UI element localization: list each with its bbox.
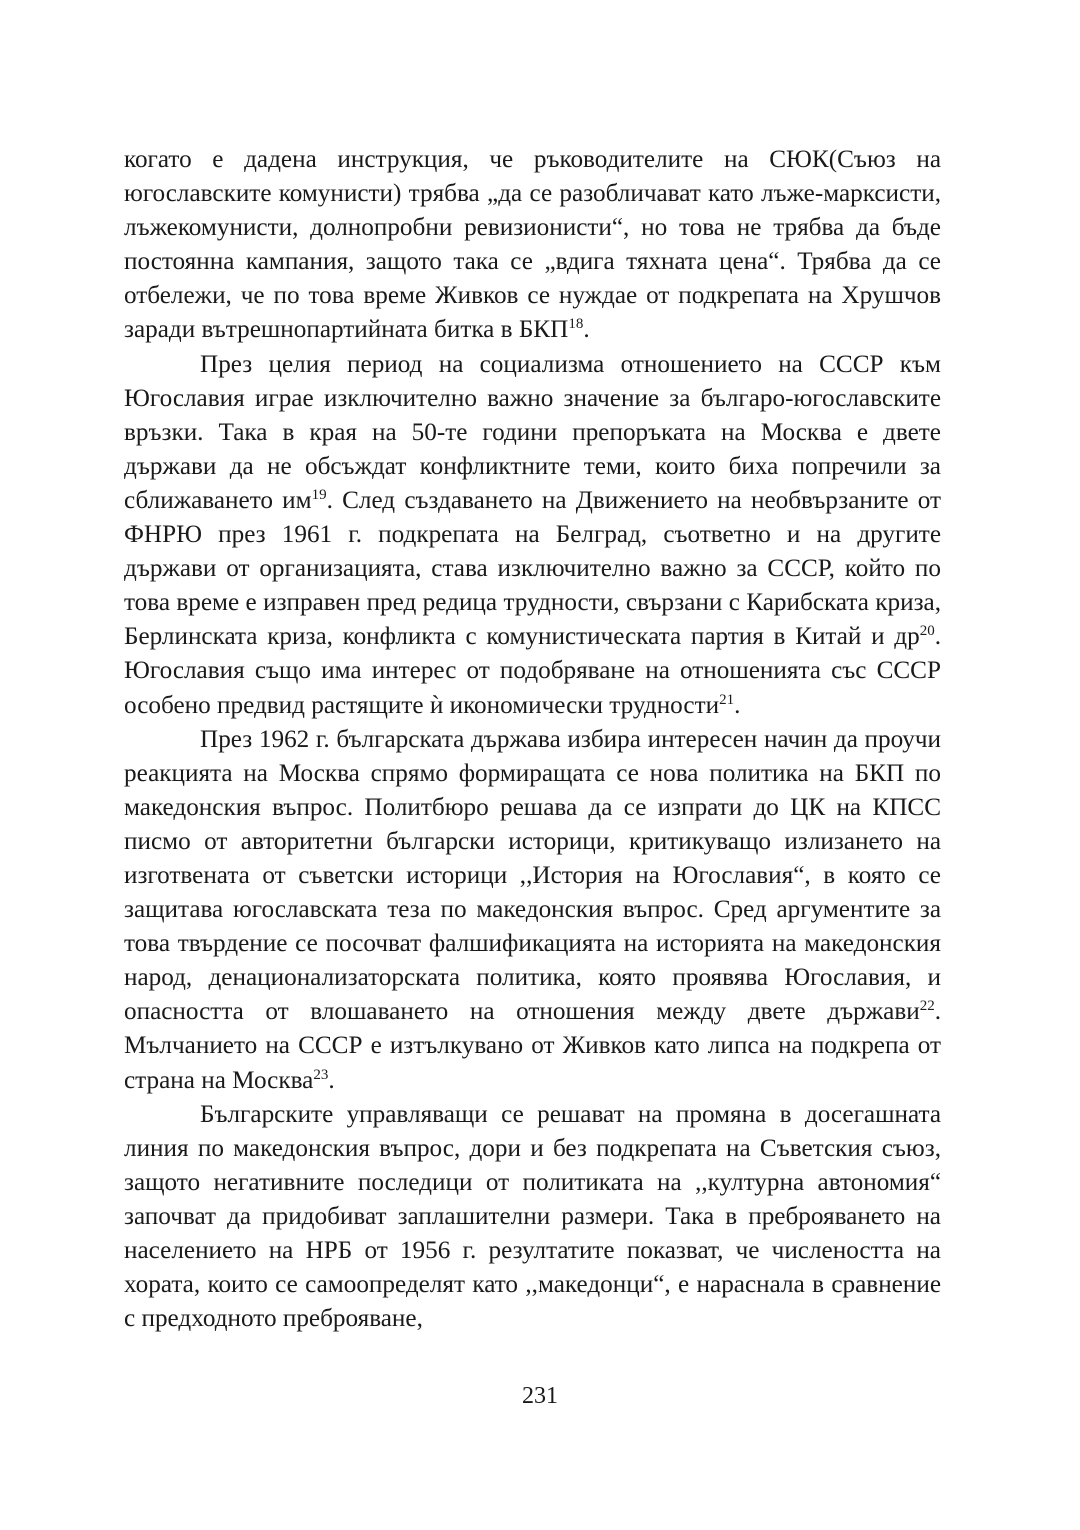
paragraph-text: . След създаването на Движението на необвързаните от ФНРЮ през 1961 г. подкрепата на Белград, съответно и на другите държави от организацията, става изключително важно за СССР, който по това време е изправен пред редица трудности, свързани с Карибската криза, Берлинската криза, конфликта с комунистическата партия в Китай и др xyxy=(124,486,941,651)
paragraph-text: През 1962 г. българската държава избира интересен начин да проучи реакцията на Москва спрямо формиращата се нова политика на БКП по македонския въпрос. Политбюро решава да се изпрати до ЦК на КПСС писмо от авторитетни български историци, критикуващо излизането на изготвената от съветски историци ,,История на Югославия“, в която се защитава югославската теза по македонския въпрос. Сред аргументите за това твърдение се посочват фалшификацията на историята на македонския народ, денационализаторската политика, която проявява Югославия, и опасността от влошаването на отношения между двете държави xyxy=(124,725,941,1026)
paragraph-text: . Югославия също има интерес от подобряване на отношенията със СССР особено предвид растящите ѝ икономически трудности xyxy=(124,623,941,719)
paragraph-text: . Мълчанието на СССР е изтълкувано от Живков като липса на подкрепа от страна на Москва xyxy=(124,998,941,1094)
paragraph-text: . xyxy=(328,1066,335,1094)
paragraph xyxy=(124,723,941,1098)
page-body xyxy=(124,143,941,1336)
page-number: 231 xyxy=(522,1383,558,1409)
footnote-ref: 22 xyxy=(919,998,935,1015)
paragraph-text: . xyxy=(734,691,741,719)
paragraph-text: Българските управляващи се решават на промяна в досегашната линия по македонския въпрос, дори и без подкрепата на Съветския съюз, защото негативните последици от политиката на ,,културна автономия“ започват да придобиват заплашителни размери. Така в преброяването на населението на НРБ от 1956 г. резултатите показват, че числеността на хората, които се самоопределят като ,,македонци“, е нараснала в сравнение с предходното преброяване, xyxy=(124,1100,941,1333)
paragraph-text: През целия период на социализма отношението на СССР към Югославия играе изключително важно значение за българо-югославските връзки. Така в края на 50-те години препоръката на Москва е двете държави да не обсъждат конфликтните теми, които биха попречили за сближаването им xyxy=(124,350,941,514)
paragraph-text: когато е дадена инструкция, че ръководителите на СЮК(Съюз на югославските комунисти) трябва „да се разобличават като лъже-марксисти, лъжекомунисти, долнопробни ревизионисти“, но това не трябва да бъде постоянна кампания, защото така се „вдига тяхната цена“. Трябва да се отбележи, че по това време Живков се нуждае от подкрепата на Хрушчов заради вътрешнопартийната битка в БКП xyxy=(124,146,941,344)
paragraph xyxy=(124,143,941,348)
footnote-ref: 18 xyxy=(568,316,584,333)
footnote-ref: 23 xyxy=(313,1066,329,1083)
footnote-ref: 21 xyxy=(719,691,735,708)
footnote-ref: 19 xyxy=(311,486,327,503)
paragraph-text: . xyxy=(583,316,590,344)
footnote-ref: 20 xyxy=(919,623,935,640)
paragraph xyxy=(124,348,941,723)
paragraph xyxy=(124,1098,941,1337)
